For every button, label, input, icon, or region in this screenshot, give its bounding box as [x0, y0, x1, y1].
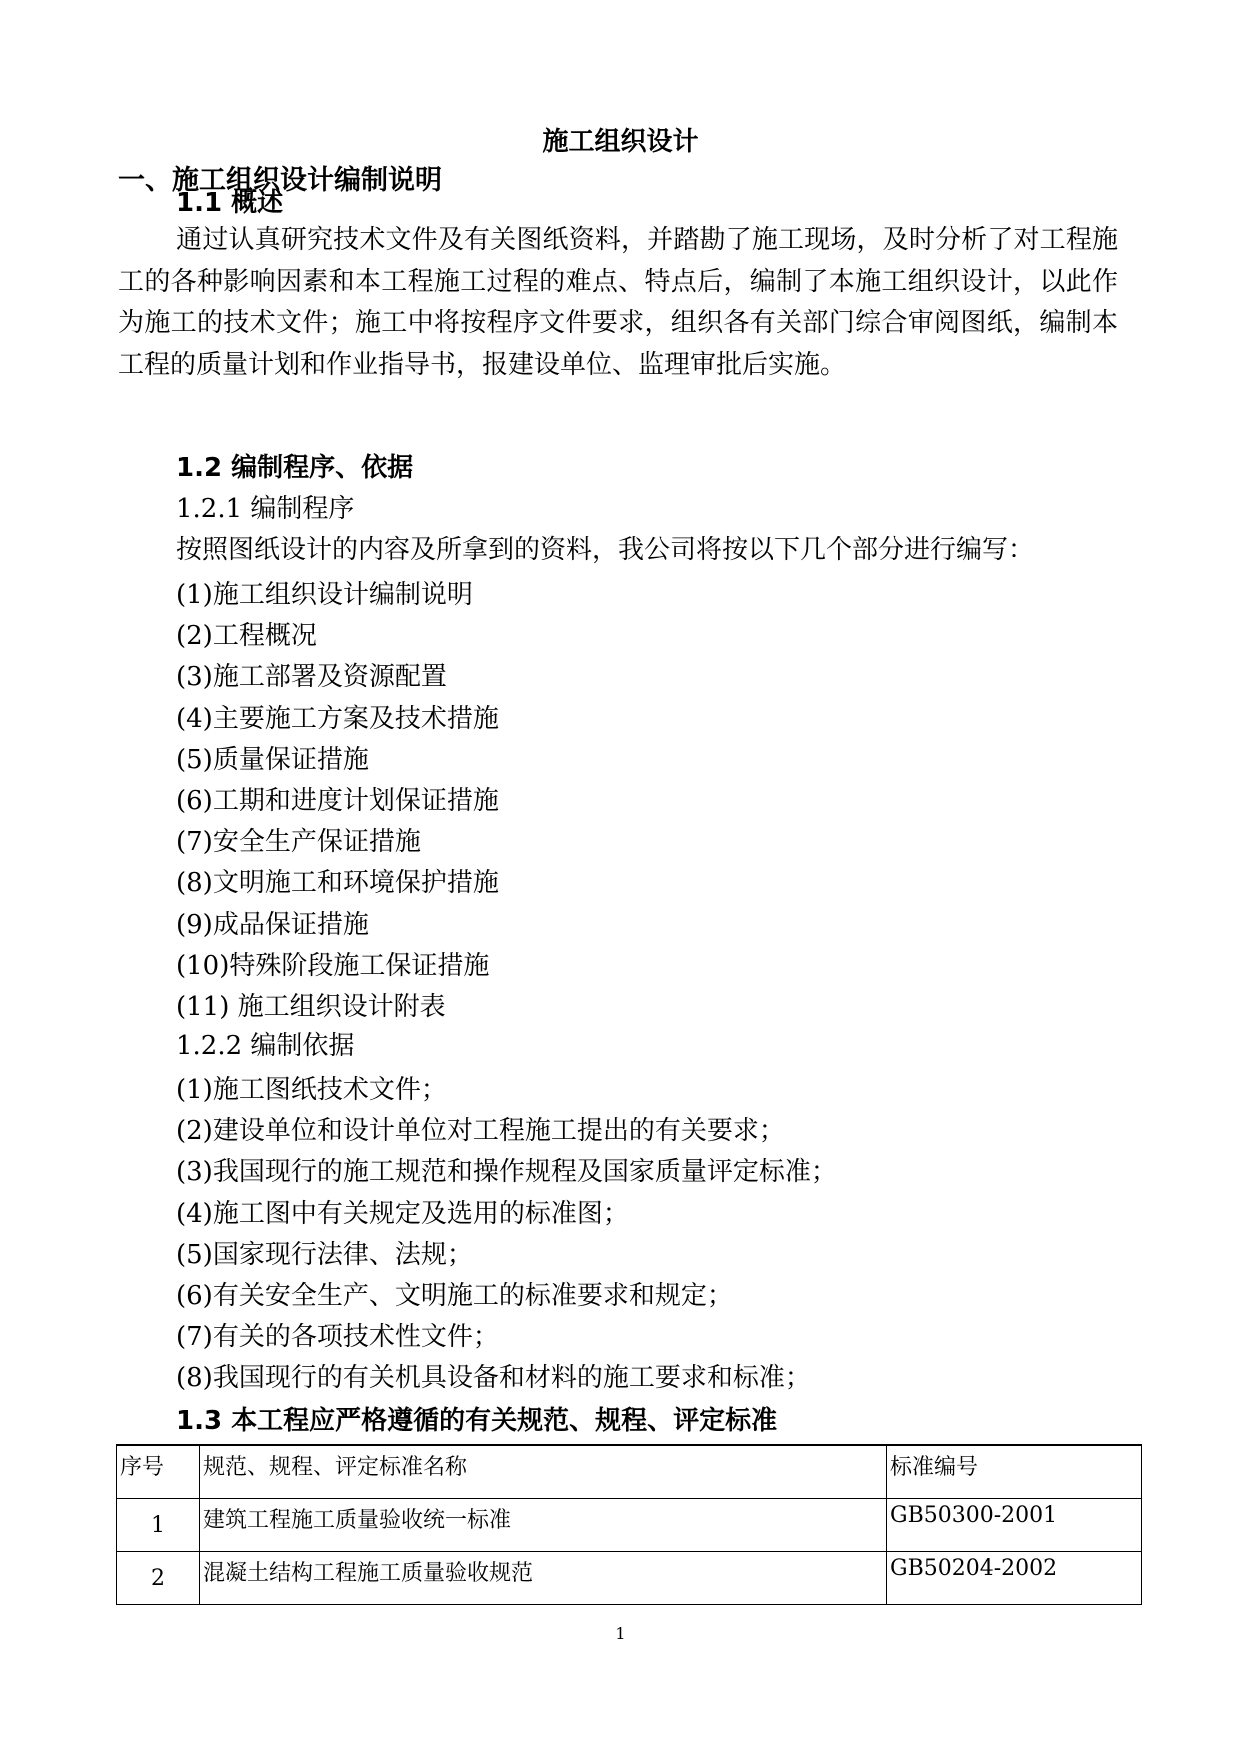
list-item: (8)我国现行的有关机具设备和材料的施工要求和标准；: [176, 1363, 811, 1394]
section-1-heading: 一、施工组织设计编制说明: [118, 165, 442, 196]
list-item: (5)国家现行法律、法规；: [176, 1239, 473, 1270]
list-item: (2)建设单位和设计单位对工程施工提出的有关要求；: [176, 1116, 785, 1147]
table-row: [117, 1499, 1142, 1552]
list-item: (4)主要施工方案及技术措施: [176, 703, 499, 734]
list-item: (5)质量保证措施: [176, 744, 369, 775]
list-item: (8)文明施工和环境保护措施: [176, 868, 499, 899]
table-cell: 建筑工程施工质量验收统一标准: [200, 1499, 887, 1552]
list-item: (10)特殊阶段施工保证措施: [176, 950, 490, 981]
overview-paragraph: [118, 220, 1118, 387]
list-item: (3)施工部署及资源配置: [176, 662, 447, 693]
list-item: (11) 施工组织设计附表: [176, 991, 446, 1022]
table-cell: GB50300-2001: [887, 1499, 1142, 1552]
section-1-2-2-heading: 1.2.2 编制依据: [176, 1031, 355, 1061]
section-1-3-heading: 1.3 本工程应严格遵循的有关规范、规程、评定标准: [176, 1406, 778, 1436]
overview-paragraph-text: 通过认真研究技术文件及有关图纸资料，并踏勘了施工现场，及时分析了对工程施工的各种影响因素和本工程施工过程的难点、特点后，编制了本施工组织设计，以此作为施工的技术文件；施工中将按程序文件要求，组织各有关部门综合审阅图纸，编制本工程的质量计划和作业指导书，报建设单位、监理审批后实施。: [118, 225, 1118, 381]
procedure-list: [176, 575, 499, 1028]
table-header-cell: 规范、规程、评定标准名称: [200, 1445, 887, 1499]
list-item: (3)我国现行的施工规范和操作规程及国家质量评定标准；: [176, 1157, 837, 1188]
section-1-2-heading: 1.2 编制程序、依据: [176, 453, 414, 483]
list-item: (1)施工组织设计编制说明: [176, 580, 473, 610]
page-number: 1: [615, 1624, 626, 1643]
basis-list: [176, 1070, 837, 1400]
table-row: [117, 1552, 1142, 1605]
section-1-1-heading: 1.1 概述: [176, 188, 284, 218]
table-header-row: [117, 1445, 1142, 1499]
table-cell: 混凝土结构工程施工质量验收规范: [200, 1552, 887, 1605]
table-cell: 1: [117, 1499, 200, 1552]
list-item: (4)施工图中有关规定及选用的标准图；: [176, 1198, 629, 1229]
table-cell: 2: [117, 1552, 200, 1605]
procedure-intro: 按照图纸设计的内容及所拿到的资料，我公司将按以下几个部分进行编写：: [176, 535, 1035, 565]
section-1-2-1-heading: 1.2.1 编制程序: [176, 494, 355, 524]
list-item: (6)有关安全生产、文明施工的标准要求和规定；: [176, 1280, 733, 1311]
table-header-cell: 序号: [117, 1445, 200, 1499]
list-item: (1)施工图纸技术文件；: [176, 1075, 447, 1105]
list-item: (9)成品保证措施: [176, 909, 369, 940]
list-item: (7)安全生产保证措施: [176, 827, 421, 858]
table-header-cell: 标准编号: [887, 1445, 1142, 1499]
list-item: (2)工程概况: [176, 621, 317, 652]
list-item: (6)工期和进度计划保证措施: [176, 785, 499, 816]
list-item: (7)有关的各项技术性文件；: [176, 1322, 499, 1353]
document-title: 施工组织设计: [542, 127, 699, 157]
standards-table: [116, 1444, 1142, 1605]
table-cell: GB50204-2002: [887, 1552, 1142, 1605]
